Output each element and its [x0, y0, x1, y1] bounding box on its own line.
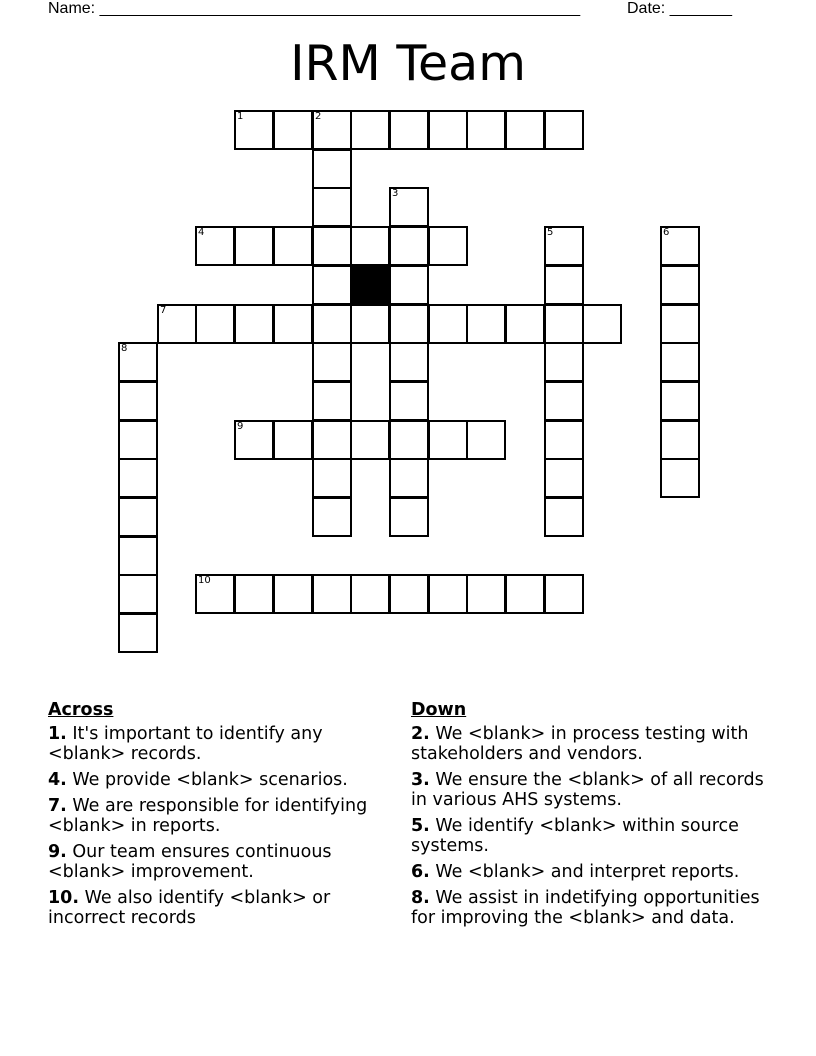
across-heading: Across: [48, 700, 114, 720]
grid-cell[interactable]: [660, 304, 700, 344]
grid-cell[interactable]: [389, 265, 429, 305]
grid-cell[interactable]: [660, 458, 700, 498]
grid-cell[interactable]: [312, 458, 352, 498]
grid-cell[interactable]: [389, 304, 429, 344]
clue-number-label: 7: [160, 305, 167, 316]
grid-cell[interactable]: [312, 304, 352, 344]
clue-down-3: [411, 770, 771, 810]
clue-text: We <blank> and interpret reports.: [429, 862, 740, 882]
clue-number: 9.: [48, 842, 67, 862]
grid-cell[interactable]: [544, 342, 584, 382]
grid-cell[interactable]: [234, 110, 274, 150]
grid-cell[interactable]: [544, 574, 584, 614]
grid-cell[interactable]: [312, 110, 352, 150]
grid-cell[interactable]: [544, 110, 584, 150]
grid-cell[interactable]: [389, 420, 429, 460]
grid-cell[interactable]: [544, 420, 584, 460]
grid-cell[interactable]: [312, 342, 352, 382]
clue-across-4: [48, 770, 393, 790]
grid-cell[interactable]: [195, 304, 235, 344]
clue-number: 6.: [411, 862, 430, 882]
grid-cell[interactable]: [234, 574, 274, 614]
grid-cell[interactable]: [428, 110, 468, 150]
clue-across-9: [48, 842, 393, 882]
grid-cell[interactable]: [350, 304, 390, 344]
grid-cell[interactable]: [505, 304, 545, 344]
grid-cell[interactable]: [312, 497, 352, 537]
grid-cell[interactable]: [350, 226, 390, 266]
grid-cell[interactable]: [389, 342, 429, 382]
grid-cell[interactable]: [273, 110, 313, 150]
clue-number: 5.: [411, 816, 430, 836]
grid-cell[interactable]: [428, 304, 468, 344]
grid-cell[interactable]: [118, 574, 158, 614]
name-field[interactable]: Name: ______________________________________________________: [48, 0, 581, 17]
grid-cell[interactable]: [428, 226, 468, 266]
grid-cell[interactable]: [312, 420, 352, 460]
clue-number-label: 8: [121, 343, 128, 354]
grid-cell[interactable]: [505, 574, 545, 614]
down-heading: Down: [411, 700, 467, 720]
clue-text: We provide <blank> scenarios.: [66, 770, 348, 790]
clue-number: 4.: [48, 770, 67, 790]
grid-cell[interactable]: [389, 458, 429, 498]
clue-number-label: 6: [663, 227, 670, 238]
clue-number: 10.: [48, 888, 80, 908]
page-title: IRM Team: [290, 35, 526, 92]
clue-number: 7.: [48, 796, 67, 816]
clue-across-10: [48, 888, 393, 928]
clue-text: We ensure the <blank> of all records in various AHS systems.: [411, 770, 764, 810]
grid-cell[interactable]: [273, 574, 313, 614]
clue-number: 1.: [48, 724, 67, 744]
grid-cell[interactable]: [312, 149, 352, 189]
clue-text: We assist in indetifying opportunities for improving the <blank> and data.: [411, 888, 760, 928]
clue-number: 3.: [411, 770, 430, 790]
grid-cell[interactable]: [234, 304, 274, 344]
grid-cell[interactable]: [544, 304, 584, 344]
grid-cell[interactable]: [273, 304, 313, 344]
grid-cell[interactable]: [389, 226, 429, 266]
grid-cell[interactable]: [660, 420, 700, 460]
grid-cell[interactable]: [312, 381, 352, 421]
black-cell: [350, 265, 390, 305]
grid-cell[interactable]: [428, 574, 468, 614]
grid-cell[interactable]: [118, 381, 158, 421]
clue-across-1: [48, 724, 393, 764]
grid-cell[interactable]: [582, 304, 622, 344]
grid-cell[interactable]: [195, 226, 235, 266]
grid-cell[interactable]: [660, 342, 700, 382]
clue-number: 8.: [411, 888, 430, 908]
clue-down-2: [411, 724, 771, 764]
clue-text: We identify <blank> within source systems.: [411, 816, 739, 856]
grid-cell[interactable]: [428, 420, 468, 460]
grid-cell[interactable]: [157, 304, 197, 344]
grid-cell[interactable]: [505, 110, 545, 150]
grid-cell[interactable]: [660, 381, 700, 421]
grid-cell[interactable]: [118, 458, 158, 498]
grid-cell[interactable]: [234, 226, 274, 266]
grid-cell[interactable]: [660, 265, 700, 305]
grid-cell[interactable]: [544, 458, 584, 498]
grid-cell[interactable]: [389, 497, 429, 537]
clue-down-5: [411, 816, 771, 856]
clue-number: 2.: [411, 724, 430, 744]
grid-cell[interactable]: [118, 342, 158, 382]
grid-cell[interactable]: [312, 574, 352, 614]
grid-cell[interactable]: [273, 226, 313, 266]
clue-number-label: 2: [315, 111, 322, 122]
grid-cell[interactable]: [389, 574, 429, 614]
grid-cell[interactable]: [350, 110, 390, 150]
grid-cell[interactable]: [660, 226, 700, 266]
clue-number-label: 1: [237, 111, 244, 122]
grid-cell[interactable]: [544, 497, 584, 537]
clue-text: We also identify <blank> or incorrect records: [48, 888, 331, 928]
grid-cell[interactable]: [389, 110, 429, 150]
grid-cell[interactable]: [544, 381, 584, 421]
date-field[interactable]: Date: _______: [627, 0, 732, 17]
grid-cell[interactable]: [118, 613, 158, 653]
grid-cell[interactable]: [466, 420, 506, 460]
grid-cell[interactable]: [312, 226, 352, 266]
grid-cell[interactable]: [466, 304, 506, 344]
clue-down-8: [411, 888, 771, 928]
grid-cell[interactable]: [350, 420, 390, 460]
grid-cell[interactable]: [312, 265, 352, 305]
grid-cell[interactable]: [118, 420, 158, 460]
grid-cell[interactable]: [389, 381, 429, 421]
grid-cell[interactable]: [350, 574, 390, 614]
grid-cell[interactable]: [466, 574, 506, 614]
clue-text: It's important to identify any <blank> records.: [48, 724, 323, 764]
clue-across-7: [48, 796, 393, 836]
clue-text: We <blank> in process testing with stakeholders and vendors.: [411, 724, 749, 764]
grid-cell[interactable]: [389, 187, 429, 227]
clue-down-6: [411, 862, 771, 882]
across-clues: [48, 700, 393, 934]
clue-number-label: 9: [237, 421, 244, 432]
clue-text: We are responsible for identifying <blank> in reports.: [48, 796, 368, 836]
grid-cell[interactable]: [273, 420, 313, 460]
grid-cell[interactable]: [118, 497, 158, 537]
clue-number-label: 4: [198, 227, 205, 238]
clue-number-label: 5: [547, 227, 554, 238]
clue-number-label: 10: [198, 575, 211, 586]
grid-cell[interactable]: [118, 536, 158, 576]
grid-cell[interactable]: [195, 574, 235, 614]
clue-text: Our team ensures continuous <blank> improvement.: [48, 842, 332, 882]
grid-cell[interactable]: [466, 110, 506, 150]
grid-cell[interactable]: [234, 420, 274, 460]
grid-cell[interactable]: [544, 226, 584, 266]
clue-number-label: 3: [392, 188, 399, 199]
down-clues: [411, 700, 771, 934]
grid-cell[interactable]: [312, 187, 352, 227]
grid-cell[interactable]: [544, 265, 584, 305]
